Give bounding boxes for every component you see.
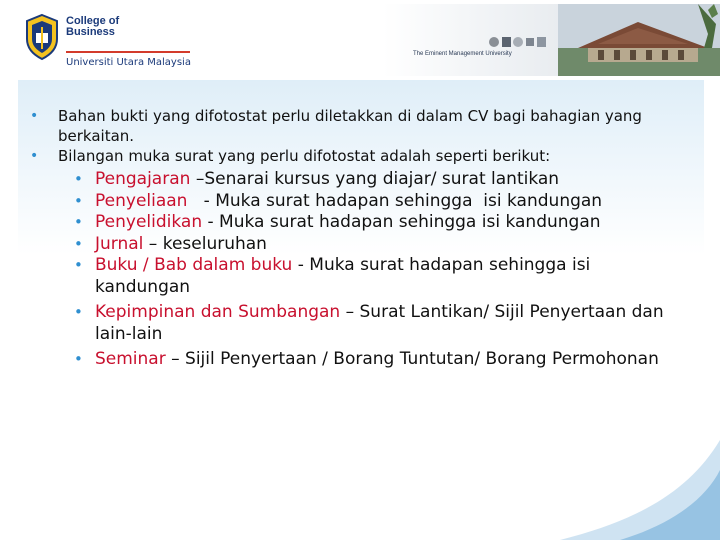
bullet-text: Bilangan muka surat yang perlu difotostat adalah seperti berikut: — [58, 147, 551, 165]
sub-bullet-term: Buku / Bab dalam buku — [95, 255, 293, 275]
logo-college-of: College of — [66, 15, 120, 27]
bullet-dot-icon: • — [74, 191, 83, 210]
sub-bullet-text: – Surat Lantikan/ Sijil Penyertaan dan lain-lain — [95, 302, 664, 344]
sub-bullet-text: – keseluruhan — [143, 233, 267, 254]
logo-divider — [66, 51, 190, 53]
sub-bullet-term: Seminar — [95, 349, 166, 369]
sub-bullet-term: Penyeliaan — [95, 190, 193, 211]
bullet-dot-icon: • — [74, 350, 83, 368]
accreditation-logos-icon — [488, 34, 548, 50]
campus-building-icon — [558, 4, 720, 76]
sub-bullet-item — [30, 255, 690, 298]
sub-bullet-term: Penyelidikan — [95, 212, 203, 232]
bullet-text: Bahan bukti yang difotostat perlu diletakkan di dalam CV bagi bahagian yang berkaitan. — [58, 107, 642, 145]
bullet-dot-icon: • — [74, 170, 83, 188]
sub-bullet-term: Kepimpinan dan Sumbangan — [95, 302, 341, 322]
sub-bullet-term: Pengajaran — [95, 169, 196, 189]
sub-bullet-item — [30, 212, 690, 234]
logo-university: Universiti Utara Malaysia — [66, 57, 191, 68]
bullet-dot-icon: • — [74, 213, 83, 231]
bullet-dot-icon: • — [30, 148, 39, 164]
sub-bullet-term: Jurnal — [95, 233, 144, 254]
sub-bullet-text: –Senarai kursus yang diajar/ surat lantikan — [195, 169, 560, 189]
sub-bullet-text: - Muka surat hadapan sehingga isi kandungan — [202, 212, 601, 232]
bullet-item — [30, 106, 690, 146]
college-logo — [18, 7, 192, 69]
sub-bullet-item — [30, 234, 690, 256]
sub-bullet-item — [30, 302, 690, 345]
bullet-content — [30, 106, 690, 371]
sub-bullet-text: - Muka surat hadapan sehingga isi kandungan — [192, 190, 603, 211]
header-banner — [18, 4, 720, 76]
bullet-item — [30, 146, 690, 166]
sub-bullet-item — [30, 191, 690, 213]
sub-bullet-text: – Sijil Penyertaan / Borang Tuntutan/ Borang Permohonan — [165, 349, 659, 369]
sub-bullet-text: - Muka surat hadapan sehingga isi kandungan — [95, 255, 591, 297]
sub-bullet-item — [30, 349, 690, 371]
uum-crest-icon — [24, 13, 60, 61]
sub-bullet-item — [30, 169, 690, 191]
bullet-dot-icon: • — [74, 303, 83, 321]
bullet-dot-icon: • — [74, 234, 83, 253]
logo-business: Business — [66, 26, 115, 38]
university-tagline: The Eminent Management University — [413, 51, 512, 57]
bullet-dot-icon: • — [30, 108, 39, 124]
bullet-dot-icon: • — [74, 256, 83, 274]
